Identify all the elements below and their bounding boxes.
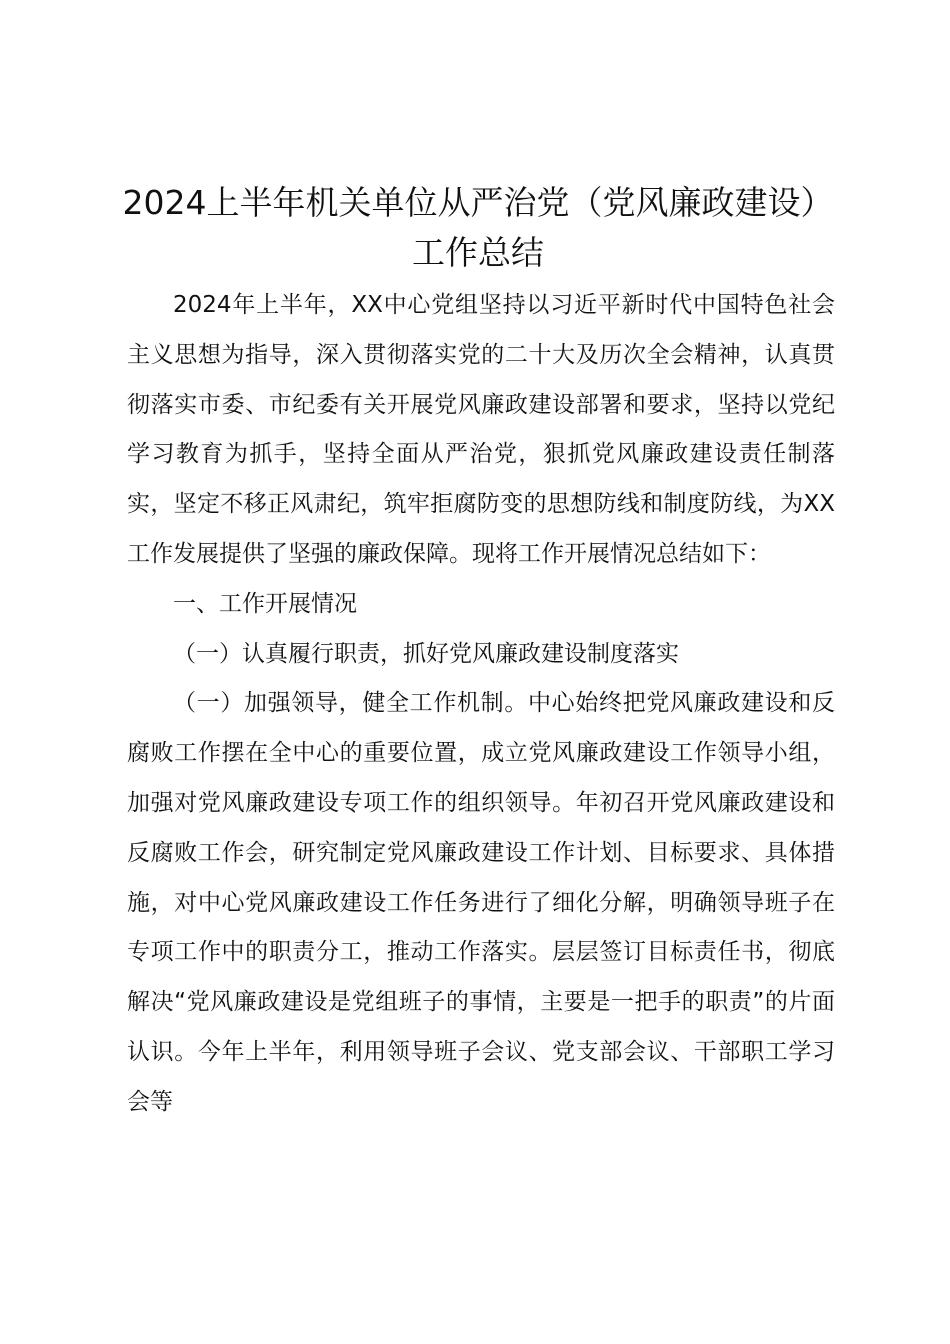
- intro-paragraph: 2024年上半年，XX中心党组坚持以习近平新时代中国特色社会主义思想为指导，深入贯彻落实党的二十大及历次全会精神，认真贯彻落实市委、市纪委有关开展党风廉政建设部署和要求，坚持以党纪学习教育为抓手，坚持全面从严治党，狠抓党风廉政建设责任制落实，坚定不移正风肃纪，筑牢拒腐防变的思想防线和制度防线，为XX工作发展提供了坚强的廉政保障。现将工作开展情况总结如下：: [127, 292, 835, 567]
- subsection-heading: （一）认真履行职责，抓好党风廉政建设制度落实: [173, 640, 679, 667]
- section-heading: 一、工作开展情况: [173, 590, 357, 617]
- document-title: 2024上半年机关单位从严治党（党风廉政建设）工作总结: [122, 183, 834, 272]
- body-paragraph: （一）加强领导，健全工作机制。中心始终把党风廉政建设和反腐败工作摆在全中心的重要位置，成立党风廉政建设工作领导小组，加强对党风廉政建设专项工作的组织领导。年初召开党风廉政建设和反腐败工作会，研究制定党风廉政建设工作计划、目标要求、具体措施，对中心党风廉政建设工作任务进行了细化分解，明确领导班子在专项工作中的职责分工，推动工作落实。层层签订目标责任书，彻底解决“党风廉政建设是党组班子的事情，主要是一把手的职责”的片面认识。今年上半年，利用领导班子会议、党支部会议、干部职工学习会等: [127, 690, 835, 1115]
- document-body: [127, 281, 835, 1128]
